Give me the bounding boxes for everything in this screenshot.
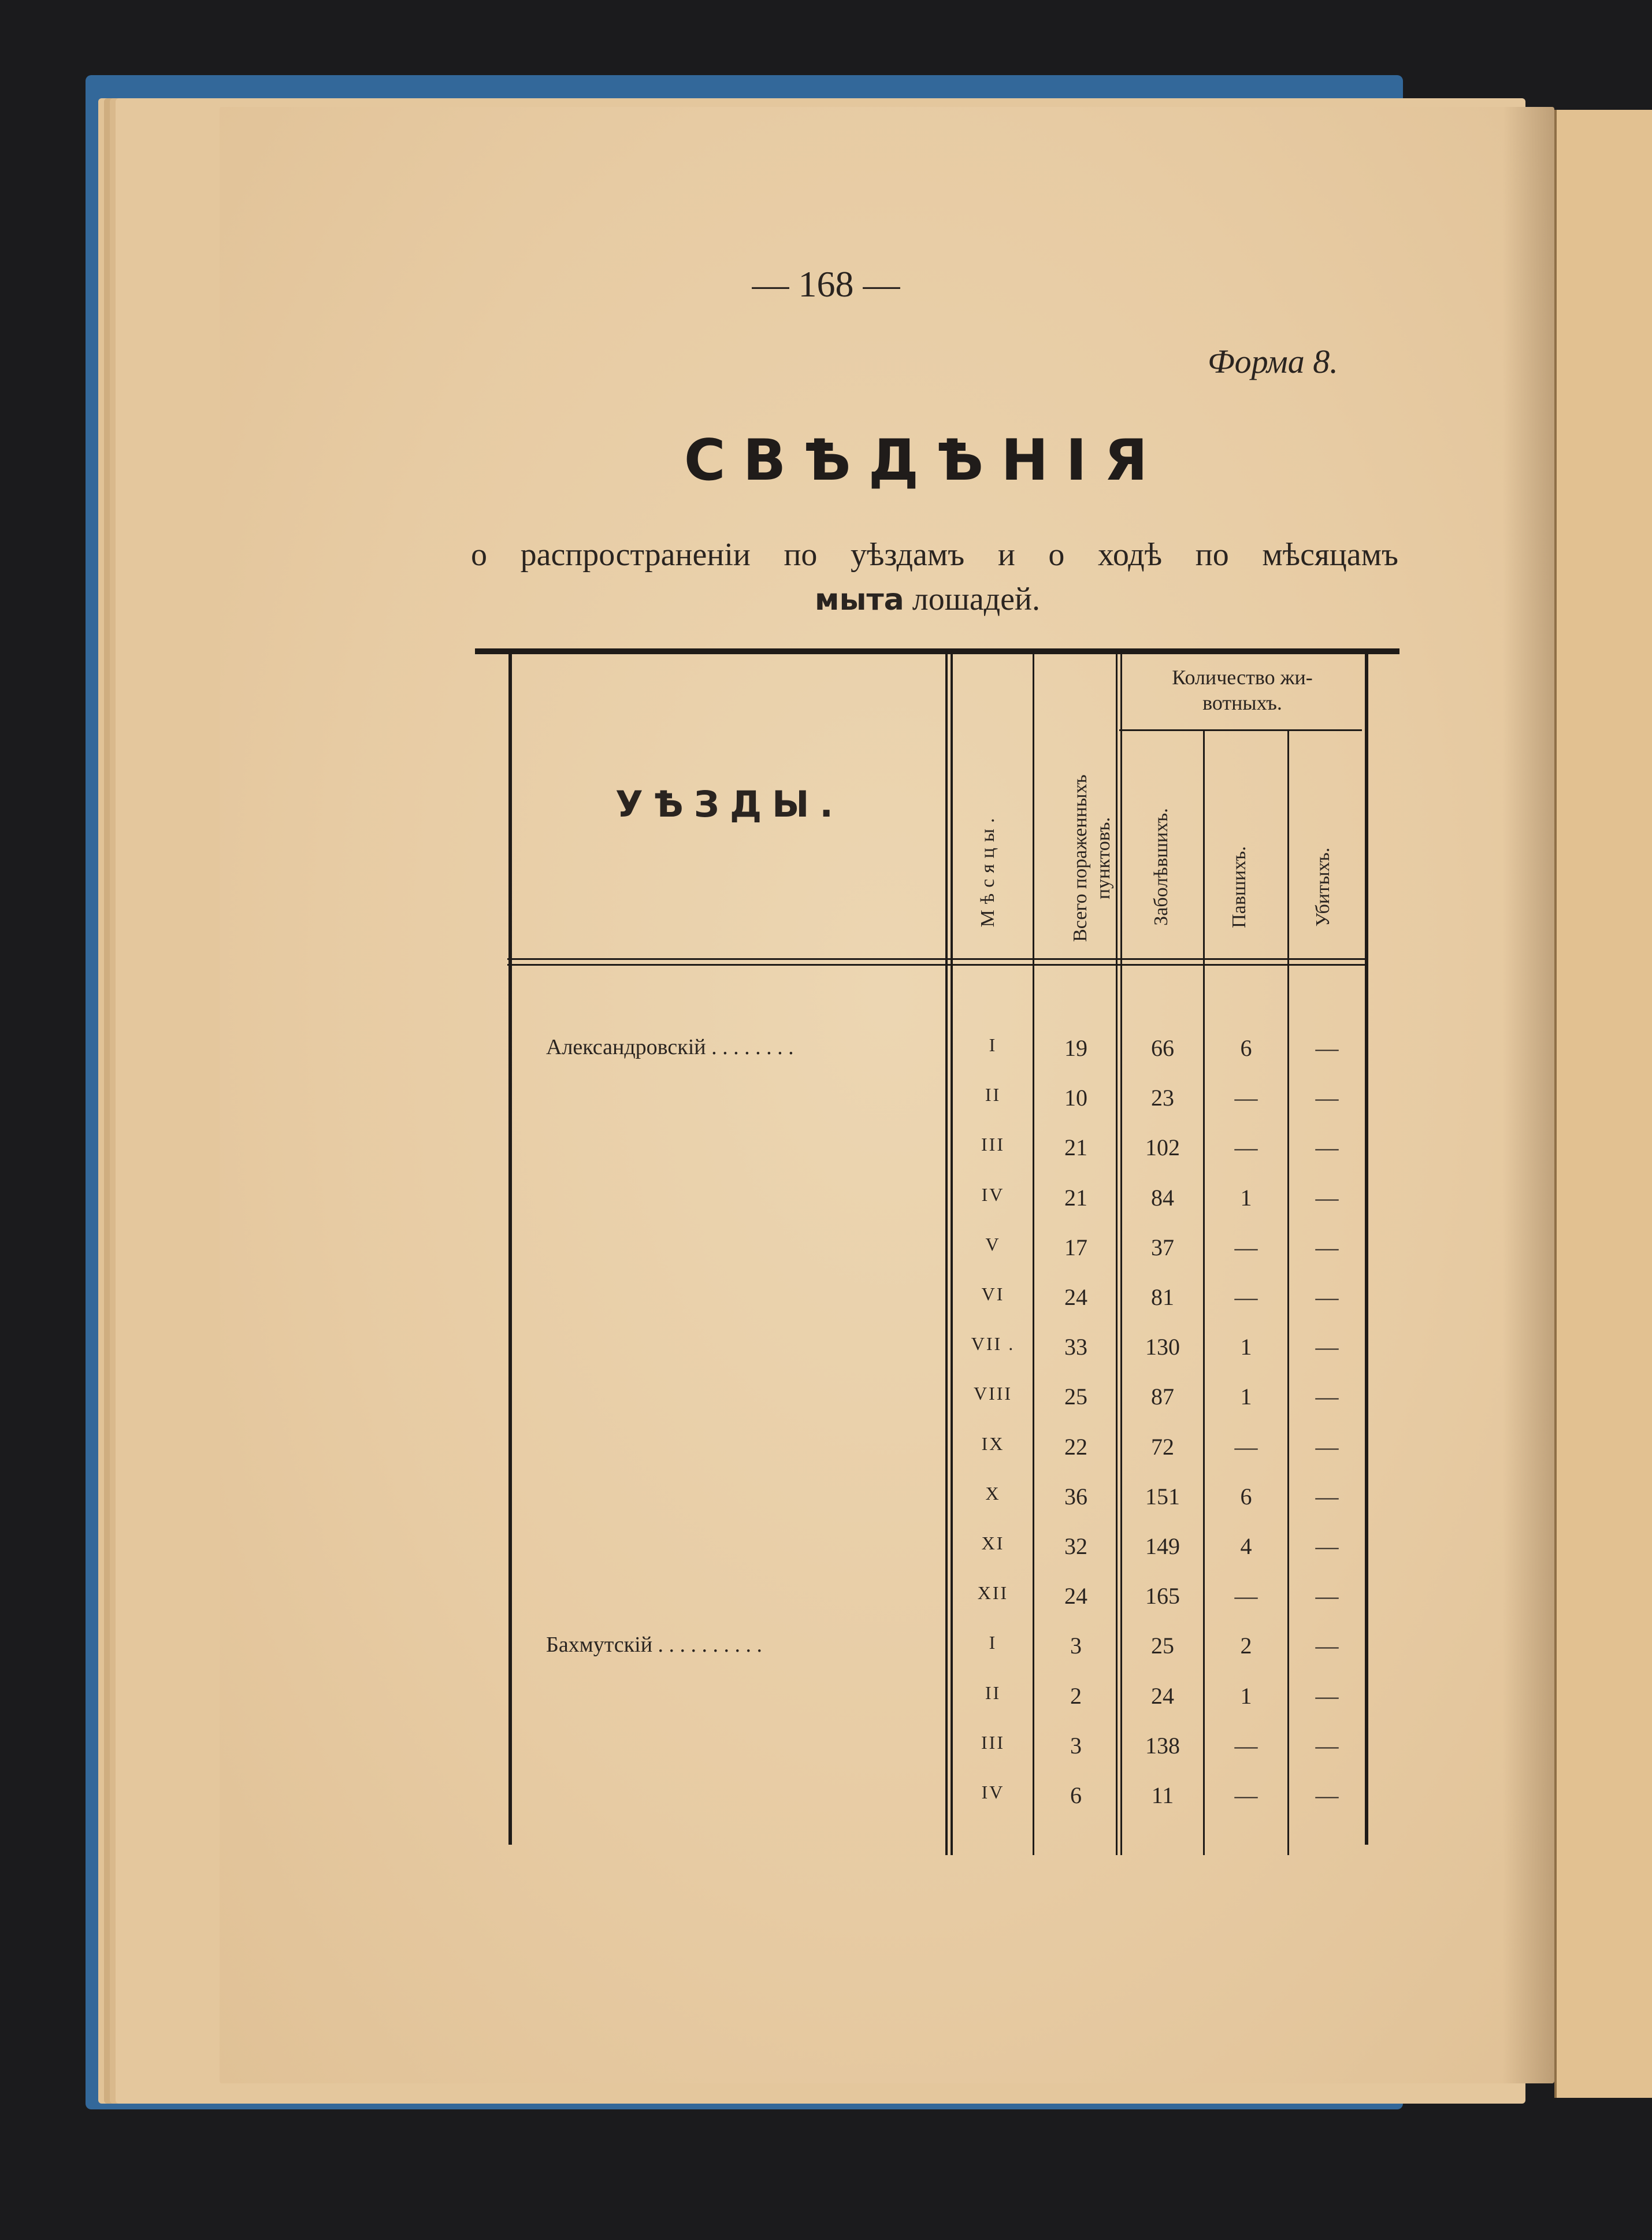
cell-ill: 11 [1151,1782,1174,1808]
cell-month: III [981,1731,1005,1753]
cell-ill: 138 [1145,1732,1180,1759]
header-animals-line2: вотныхъ. [1202,691,1282,714]
cell-ill: 130 [1145,1334,1180,1360]
cell-died: 1 [1240,1682,1252,1709]
cell-month: I [989,1034,997,1055]
header-months: Мѣсяцы. [977,812,998,928]
cell-killed: — [1315,1433,1339,1460]
cell-points: 24 [1064,1284,1087,1310]
cell-killed: — [1315,1134,1339,1161]
district-label: Бахмутскій . . . . . . . . . . [546,1633,763,1657]
cell-died: 1 [1240,1184,1252,1211]
cell-died: — [1234,1284,1258,1310]
vline-left [508,654,512,1845]
cell-died: — [1234,1134,1258,1161]
cell-ill: 66 [1151,1035,1174,1061]
cell-ill: 102 [1145,1134,1180,1161]
cell-month: IV [981,1782,1005,1803]
header-rule-1 [507,958,1365,960]
cell-points: 25 [1064,1384,1087,1410]
cell-month: III [981,1134,1005,1155]
cell-ill: 81 [1151,1284,1174,1310]
subtitle-line-2 [0,581,1652,618]
header-animals-group [1121,665,1364,715]
vline-districts-b [951,654,953,1855]
cell-died: 2 [1240,1633,1252,1659]
header-animals-line1: Количество жи- [1172,666,1313,689]
cell-points: 3 [1070,1732,1082,1759]
cell-died: — [1234,1732,1258,1759]
cell-points: 10 [1064,1085,1087,1111]
cell-month: I [989,1632,997,1653]
cell-died: — [1234,1234,1258,1260]
cell-points: 22 [1064,1433,1087,1460]
subtitle-bold-word: мыта [814,583,904,617]
header-rule-2 [507,964,1365,966]
header-total-points-line2: пунктовъ. [1093,817,1114,900]
cell-killed: — [1315,1085,1339,1111]
cell-died: 4 [1240,1533,1252,1559]
cell-died: 6 [1240,1035,1252,1061]
cell-died: — [1234,1085,1258,1111]
cell-died: — [1234,1433,1258,1460]
cell-points: 3 [1070,1633,1082,1659]
cell-month: XI [981,1533,1005,1553]
cell-points: 21 [1064,1134,1087,1161]
next-page-edge [1554,110,1652,2098]
header-died: Павшихъ. [1228,846,1250,928]
header-districts: УѢЗДЫ. [615,783,844,825]
district-label: Александровскій . . . . . . . . [546,1035,794,1059]
cell-killed: — [1315,1633,1339,1659]
cell-died: — [1234,1782,1258,1808]
cell-month: V [985,1233,1001,1255]
header-total-points [1069,748,1115,968]
cell-month: IX [981,1433,1005,1454]
cell-killed: — [1315,1234,1339,1260]
cell-ill: 151 [1145,1483,1180,1510]
cell-month: VIII [973,1383,1013,1404]
cell-points: 6 [1070,1782,1082,1808]
cell-points: 24 [1064,1583,1087,1609]
table-top-rule [475,648,1399,654]
cell-died: 6 [1240,1483,1252,1510]
cell-month: II [985,1682,1001,1703]
cell-points: 36 [1064,1483,1087,1510]
vline-right [1365,654,1368,1845]
cell-ill: 87 [1151,1384,1174,1410]
cell-ill: 72 [1151,1433,1174,1460]
cell-points: 2 [1070,1682,1082,1709]
cell-killed: — [1315,1184,1339,1211]
group-rule [1119,729,1362,731]
cell-ill: 37 [1151,1234,1174,1260]
cell-killed: — [1315,1682,1339,1709]
cell-ill: 165 [1145,1583,1180,1609]
cell-ill: 149 [1145,1533,1180,1559]
cell-month: VII . [971,1333,1015,1355]
cell-killed: — [1315,1035,1339,1061]
cell-points: 32 [1064,1533,1087,1559]
cell-killed: — [1315,1732,1339,1759]
cell-ill: 25 [1151,1633,1174,1659]
cell-died: 1 [1240,1384,1252,1410]
cell-month: IV [981,1184,1005,1205]
cell-killed: — [1315,1533,1339,1559]
cell-month: II [985,1084,1001,1106]
header-fell-ill: Заболѣвшихъ. [1150,808,1172,926]
subtitle-rest: лошадей. [904,581,1040,617]
cell-killed: — [1315,1384,1339,1410]
cell-month: XII [977,1582,1009,1604]
cell-killed: — [1315,1284,1339,1310]
cell-killed: — [1315,1583,1339,1609]
cell-points: 17 [1064,1234,1087,1260]
cell-killed: — [1315,1334,1339,1360]
header-total-points-line1: Всего пораженныхъ [1070,774,1091,942]
document-title: СВѢДѢНІЯ [684,428,1165,494]
cell-killed: — [1315,1483,1339,1510]
cell-points: 33 [1064,1334,1087,1360]
gutter-shadow [1502,107,1554,2083]
cell-ill: 24 [1151,1682,1174,1709]
header-killed: Убитыхъ. [1312,847,1334,927]
cell-points: 21 [1064,1184,1087,1211]
cell-month: X [985,1482,1001,1504]
cell-died: — [1234,1583,1258,1609]
cell-month: VI [981,1284,1005,1304]
cell-ill: 23 [1151,1085,1174,1111]
cell-points: 19 [1064,1035,1087,1061]
cell-ill: 84 [1151,1184,1174,1211]
form-label: Форма 8. [1208,343,1338,380]
subtitle-line-1: о распространеніи по уѣздамъ и о ходѣ по мѣсяцамъ [471,537,1398,573]
cell-died: 1 [1240,1334,1252,1360]
page-number: — 168 — [752,264,900,305]
vline-districts-a [945,654,948,1855]
cell-killed: — [1315,1782,1339,1808]
